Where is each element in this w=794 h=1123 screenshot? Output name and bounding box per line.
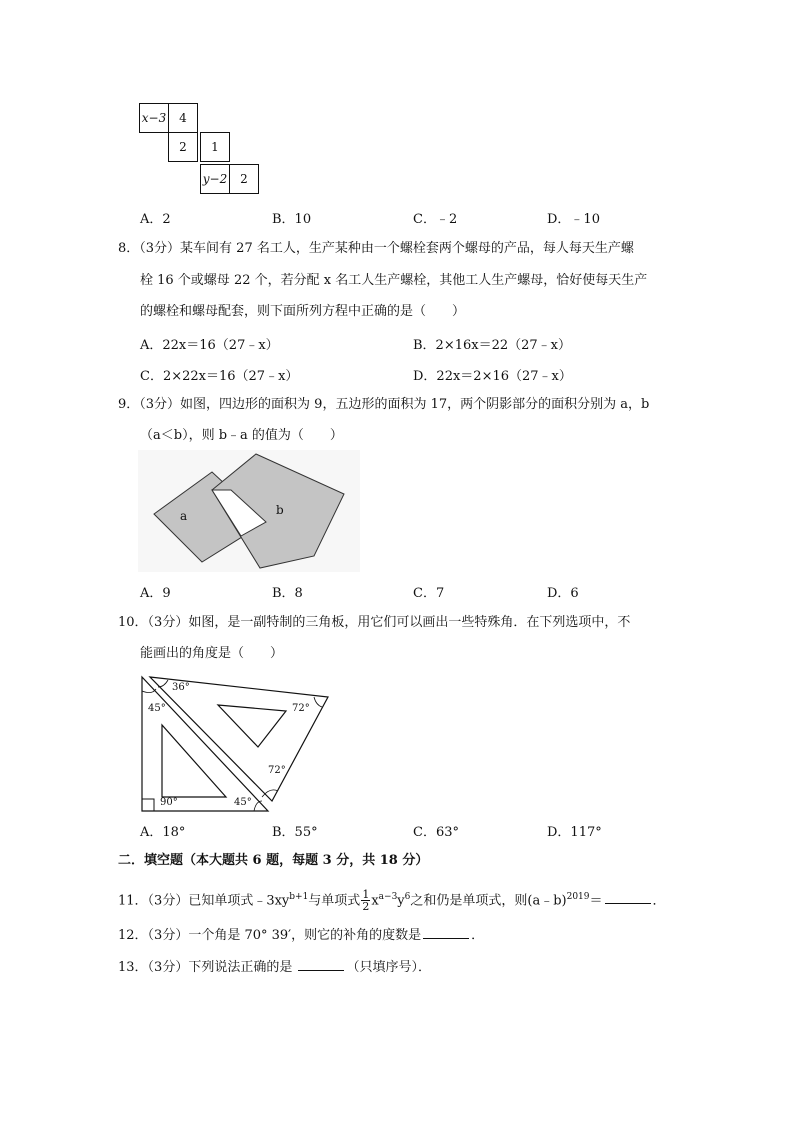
q8-line-1: 8．（3分）某车间有 27 名工人，生产某种由一个螺栓套两个螺母的产品，每人每天生产螺 bbox=[118, 241, 634, 256]
q8-option-a: A．22x＝16（27﹣x） bbox=[140, 338, 279, 353]
isosceles-triangle-inner bbox=[218, 705, 286, 747]
q8-line-3: 的螺栓和螺母配套，则下面所列方程中正确的是（ ） bbox=[140, 304, 466, 319]
q10-option-c: C．63° bbox=[413, 825, 459, 840]
right-triangle-45 bbox=[142, 677, 268, 811]
q12-line bbox=[118, 926, 484, 945]
q11-frac-num: 1 bbox=[362, 888, 370, 902]
grid-cell: 1 bbox=[200, 132, 230, 162]
q11-exp-4: 2019 bbox=[566, 892, 590, 902]
isosceles-triangle bbox=[150, 677, 328, 801]
q10-option-b: B．55° bbox=[272, 825, 318, 840]
grid-figure bbox=[139, 103, 261, 195]
angle-label: 72° bbox=[292, 703, 310, 714]
angle-label: 36° bbox=[172, 682, 190, 693]
q8-line-2: 栓 16 个或螺母 22 个，若分配 x 名工人生产螺栓，其他工人生产螺母，恰好使每天生产 bbox=[140, 273, 648, 288]
angle-label: 72° bbox=[268, 765, 286, 776]
q11-mid: 与单项式 bbox=[308, 893, 361, 909]
grid-cell: x−3 bbox=[139, 103, 169, 133]
q13-line bbox=[118, 958, 431, 977]
q12-text: 12．（3分）一个角是 70° 39′，则它的补角的度数是 bbox=[118, 928, 422, 943]
q7-option-c: C．﹣2 bbox=[413, 212, 458, 227]
q7-option-b: B．10 bbox=[272, 212, 312, 227]
q13-answer-blank[interactable] bbox=[298, 958, 344, 971]
label-b: b bbox=[276, 503, 284, 517]
right-triangle-45-inner bbox=[162, 725, 226, 797]
label-a: a bbox=[180, 509, 188, 523]
q7-option-a: A．2 bbox=[140, 212, 171, 227]
q9-option-a: A．9 bbox=[140, 586, 171, 601]
grid-cell: 4 bbox=[168, 103, 198, 133]
section-2-title: 二．填空题（本大题共 6 题，每题 3 分，共 18 分） bbox=[118, 853, 429, 868]
grid-cell: y−2 bbox=[200, 164, 230, 194]
q8-option-d: D．22x＝2×16（27﹣x） bbox=[413, 369, 572, 384]
q9-figure bbox=[138, 450, 360, 572]
q8-option-b: B．2×16x＝22（27﹣x） bbox=[413, 338, 572, 353]
grid-cell: 2 bbox=[168, 132, 198, 162]
q11-line: 11．（3分）已知单项式$﹣3xy^{b+1}$与单项式 $\frac{1}{2}$ $x^{a-3}y^6$之和仍是单项式，则(a﹣b)$^{2019}$＝ ． bbox=[118, 888, 666, 914]
q11-end: ＝ bbox=[589, 893, 603, 909]
q8-option-c: C．2×22x＝16（27﹣x） bbox=[140, 369, 299, 384]
q10-option-d: D．117° bbox=[547, 825, 602, 840]
q9-option-b: B．8 bbox=[272, 586, 303, 601]
q11-exp-1: b+1 bbox=[289, 892, 309, 902]
q10-line-2: 能画出的角度是（ ） bbox=[140, 646, 284, 661]
q10-option-a: A．18° bbox=[140, 825, 186, 840]
q12-answer-blank[interactable] bbox=[423, 926, 469, 939]
q11-fraction bbox=[361, 889, 370, 912]
q12-end: ． bbox=[471, 928, 485, 943]
q13-text: 13．（3分）下列说法正确的是 bbox=[118, 960, 293, 975]
q9-line-1: 9．（3分）如图，四边形的面积为 9，五边形的面积为 17，两个阴影部分的面积分别为 a，b bbox=[118, 397, 650, 412]
q9-option-c: C．7 bbox=[413, 586, 445, 601]
angle-label: 90° bbox=[160, 797, 178, 808]
q7-option-d: D．﹣10 bbox=[547, 212, 600, 227]
q10-line-1: 10．（3分）如图，是一副特制的三角板，用它们可以画出一些特殊角．在下列选项中，不 bbox=[118, 615, 631, 630]
q11-exp-2: a−3 bbox=[378, 892, 398, 902]
angle-arc bbox=[314, 697, 322, 707]
q9-line-2: （a＜b），则 b﹣a 的值为（ ） bbox=[140, 428, 343, 443]
q9-option-d: D．6 bbox=[547, 586, 579, 601]
q10-figure bbox=[138, 673, 332, 815]
angle-label: 45° bbox=[148, 703, 166, 714]
q11-exp-3: 6 bbox=[404, 892, 411, 902]
q11-x: x bbox=[371, 893, 379, 909]
q11-prefix: 11．（3分）已知单项式﹣3xy bbox=[118, 893, 290, 909]
q11-y: y bbox=[397, 893, 405, 909]
q11-suffix: 之和仍是单项式，则(a﹣b) bbox=[410, 893, 567, 909]
angle-label: 45° bbox=[234, 797, 252, 808]
q11-frac-den: 2 bbox=[362, 900, 370, 914]
q11-answer-blank[interactable] bbox=[605, 891, 651, 904]
q13-end: （只填序号）． bbox=[346, 960, 431, 975]
right-angle-mark bbox=[142, 799, 154, 811]
grid-cell: 2 bbox=[229, 164, 259, 194]
